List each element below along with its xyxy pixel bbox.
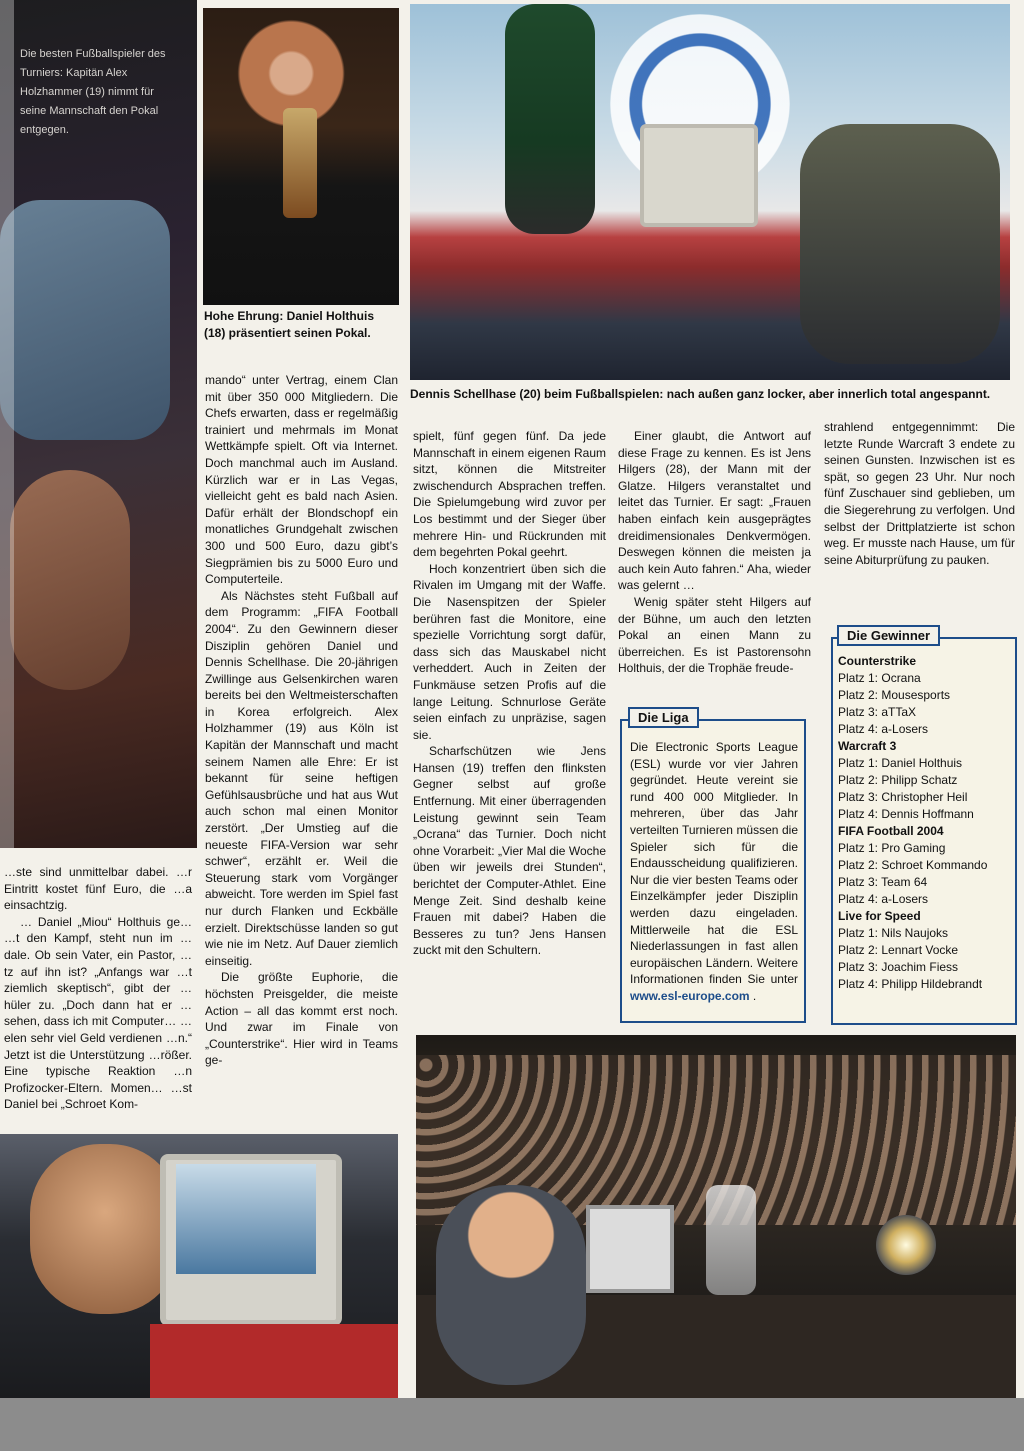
photo-detail-player (436, 1185, 586, 1385)
monitor-icon (586, 1205, 674, 1293)
liga-end: . (749, 988, 757, 1003)
info-box-winners (831, 628, 1017, 1025)
photo-daniel-holthuis (203, 8, 399, 305)
article-column-0 (4, 864, 192, 1113)
paragraph: Scharfschützen wie Jens Hansen (19) treffen den flinksten Gegner selbst auf große Entfernung. Mit einer überragenden Leistung gewinnt sein Team „Ocrana“ das Turnier. Doch nicht ohne Vorarbeit: „Vier Mal die Woche üben wir jeweils drei Stunden“, berichtet der Computer-Athlet. Eine Menge Zeit. Sind deshalb keine Frauen mit dabei? Haben die Besseres zu tun? Jens Hansen zuckt mit den Schultern. (413, 744, 606, 958)
winner-place: Platz 2: Philipp Schatz (838, 773, 958, 787)
winner-place: Platz 3: aTTaX (838, 705, 917, 719)
winner-place: Platz 3: Christopher Heil (838, 790, 968, 804)
winner-group-title: Warcraft 3 (838, 739, 897, 753)
paragraph: Einer glaubt, die Antwort auf diese Frage zu kennen. Es ist Jens Hilgers (28), der Mann mit der Glatze. Hilgers veranstaltet und leitet das Turnier. Er sagt: „Frauen haben einfach kein ausgeprägtes dreidimensionales Denkvermögen. Deswegen können die meisten ja auch kein Auto fahren.“ Aha, wieder was gelernt … (618, 429, 811, 593)
winner-place: Platz 1: Nils Naujoks (838, 926, 949, 940)
winner-group-title: Live for Speed (838, 909, 921, 923)
photo-detail-player (800, 124, 1000, 364)
winner-place: Platz 4: a-Losers (838, 722, 929, 736)
photo-detail-arm (0, 200, 170, 440)
article-column-2 (413, 428, 606, 959)
paragraph: Wenig später steht Hilgers auf der Bühne, um auch den letzten Pokal an einen Mann zu überreichen. Es ist Pastorensohn Holthuis, der die Trophäe freude- (618, 594, 811, 676)
paragraph: …ste sind unmittelbar dabei. …r Eintritt kostet fünf Euro, die …a einsachtzig. (4, 865, 192, 913)
photo-detail-desk (150, 1324, 398, 1398)
article-column-1 (205, 372, 398, 1069)
paragraph: Als Nächstes steht Fußball auf dem Programm: „FIFA Football 2004“. Zu den Gewinnern dieser Disziplin gehören Daniel und Dennis Schellhase. Die 20-jährigen Zwillinge aus Gelsenkirchen waren bereits bei den Weltmeisterschaften in Korea erfolgreich. Alex Holzhammer (19) aus Köln ist Kapitän der Mannschaft und macht seinem Namen alle Ehre: Er ist bekannt für seine heftigen Gefühlsausbrüche und hat aus Wut auch schon mal einen Monitor zerstört. „Der Umstieg auf die neueste FIFA-Version war sehr schwer“, erzählt er. Weil die Steuerung stark vom Vorgänger abweicht. Tore werden im Spiel fast nur durch Flanken und Eckbälle erzielt. Direktschüsse landen so gut wie nie im Netz. Auf Dauer ziemlich einseitig. (205, 588, 398, 968)
photo-tournament-crowd (416, 1035, 1016, 1398)
liga-body: Die Electronic Sports League (ESL) wurde vor vier Jahren gegründet. Heute vereint sie rund 400 000 Mitglieder. In mehreren, über das Jahr verteilten Turnieren müssen die Spieler sich für die Endausscheidung qualifizieren. Nur die vier besten Teams oder Einzelkämpfer jeder Disziplin werden dazu eingeladen. Mittlerweile hat die ESL Niederlassungen in fast allen europäischen Ländern. Weitere Informationen finden Sie unter (630, 740, 798, 987)
article-column-3 (618, 428, 811, 677)
liga-text (630, 739, 798, 1005)
esl-link[interactable]: www.esl-europe.com (630, 988, 750, 1003)
paragraph: … Daniel „Miou“ Holthuis ge… …t den Kampf, steht nun im …dale. Ob sein Vater, ein Pastor, …tz auf ihn ist? „Anfangs war …t ziemlich skeptisch“, gibt der …hüler zu. „Doch dann hat er …sehen, dass ich mit Computer… …elen sehr viel Geld verdienen …n.“ Jetzt ist die Unterstützung …rößer. Eine typische Reaktion …n Profizocker-Eltern. Momen… …st Daniel bei „Schroet Kom- (4, 914, 192, 1112)
article-column-4 (824, 419, 1015, 568)
screen-icon (176, 1164, 316, 1274)
box-title: Die Liga (628, 707, 699, 728)
photo-detail-head (30, 1144, 180, 1314)
trophy-icon (283, 108, 317, 218)
winner-place: Platz 3: Team 64 (838, 875, 928, 889)
winner-place: Platz 4: Dennis Hoffmann (838, 807, 974, 821)
winner-group-title: Counterstrike (838, 654, 917, 668)
caption-holthuis: Hohe Ehrung: Daniel Holthuis (18) präsentiert seinen Pokal. (204, 309, 374, 340)
winner-place: Platz 1: Ocrana (838, 671, 921, 685)
photo-dennis-schellhase (410, 4, 1010, 380)
winner-place: Platz 2: Mousesports (838, 688, 951, 702)
photo-detail-sleeve (10, 470, 130, 690)
caption-schellhase: Dennis Schellhase (20) beim Fußballspielen: nach außen ganz locker, aber innerlich total angespannt. (410, 387, 991, 401)
paragraph: spielt, fünf gegen fünf. Da jede Mannschaft in einem eigenen Raum sitzt, können die Mitstreiter zwischendurch Absprachen treffen. Die Spielumgebung wird zuvor per Los bestimmt und der Sieger über mehrere Hin- und Rückrunden mit dem begehrten Pokal geehrt. (413, 429, 606, 560)
winner-place: Platz 2: Lennart Vocke (838, 943, 959, 957)
winners-list (838, 653, 1010, 993)
paragraph: Die größte Euphorie, die höchsten Preisgelder, die meiste Action – all das kommt erst noch. Und zwar im Finale von „Counterstrike“. Hier wird in Teams ge- (205, 970, 398, 1068)
box-title: Die Gewinner (837, 625, 940, 646)
spotlight-icon (876, 1215, 936, 1275)
paragraph: Hoch konzentriert üben sich die Rivalen im Umgang mit der Waffe. Die Nasenspitzen der Spieler berühren fast die Monitore, eine spezielle Vorrichtung sorgt dafür, dass sich das Mauskabel nicht verheddert. Auch in Zeiten der Funkmäuse setzen Profis auf die lange Leitung. Schnurlose Geräte seien einfach zu unpräzise, sagen sie. (413, 561, 606, 742)
winner-place: Platz 4: a-Losers (838, 892, 929, 906)
paragraph: strahlend entgegennimmt: Die letzte Runde Warcraft 3 endete zu seinen Gunsten. Inzwischen ist es spät, so gegen 23 Uhr. Nur noch fünf Zuschauer sind geblieben, um die Siegerehrung zu verfolgen. Und selbst der Drittplatzierte ist schon weg. Er musste nach Hause, um für seine Abiturprüfung zu pauken. (824, 420, 1015, 567)
paragraph: mando“ unter Vertrag, einem Clan mit über 350 000 Mitgliedern. Die Chefs erwarten, dass er regelmäßig trainiert und mehrmals im Monat Wettkämpfe spielt. Oft via Internet. Doch manchmal auch im Ausland. Kürzlich war er in Las Vegas, vielleicht geht es bald nach Asien. Dafür erhält der Blondschopf ein monatliches Grundgehalt zwischen 300 und 500 Euro, dazu gibt’s Siegprämien bis zu 5000 Euro und Computerteile. (205, 373, 398, 587)
photo-detail-referee (505, 4, 595, 234)
winner-place: Platz 1: Pro Gaming (838, 841, 946, 855)
monitor-icon (640, 124, 758, 227)
photo-alex-holzhammer (0, 0, 197, 848)
winner-place: Platz 1: Daniel Holthuis (838, 756, 963, 770)
left-photo-caption: Die besten Fußballspieler des Turniers: Kapitän Alex Holzhammer (19) nimmt für seine Mannschaft den Pokal entgegen. (20, 48, 166, 136)
photo-edge (0, 0, 14, 848)
photo-gamer-at-monitor (0, 1134, 398, 1398)
winner-place: Platz 4: Philipp Hildebrandt (838, 977, 983, 991)
winner-place: Platz 2: Schroet Kommando (838, 858, 988, 872)
info-box-liga (620, 710, 806, 1023)
trophy-icon (706, 1185, 756, 1295)
scan-margin (0, 1398, 1024, 1451)
winner-place: Platz 3: Joachim Fiess (838, 960, 959, 974)
winner-group-title: FIFA Football 2004 (838, 824, 944, 838)
